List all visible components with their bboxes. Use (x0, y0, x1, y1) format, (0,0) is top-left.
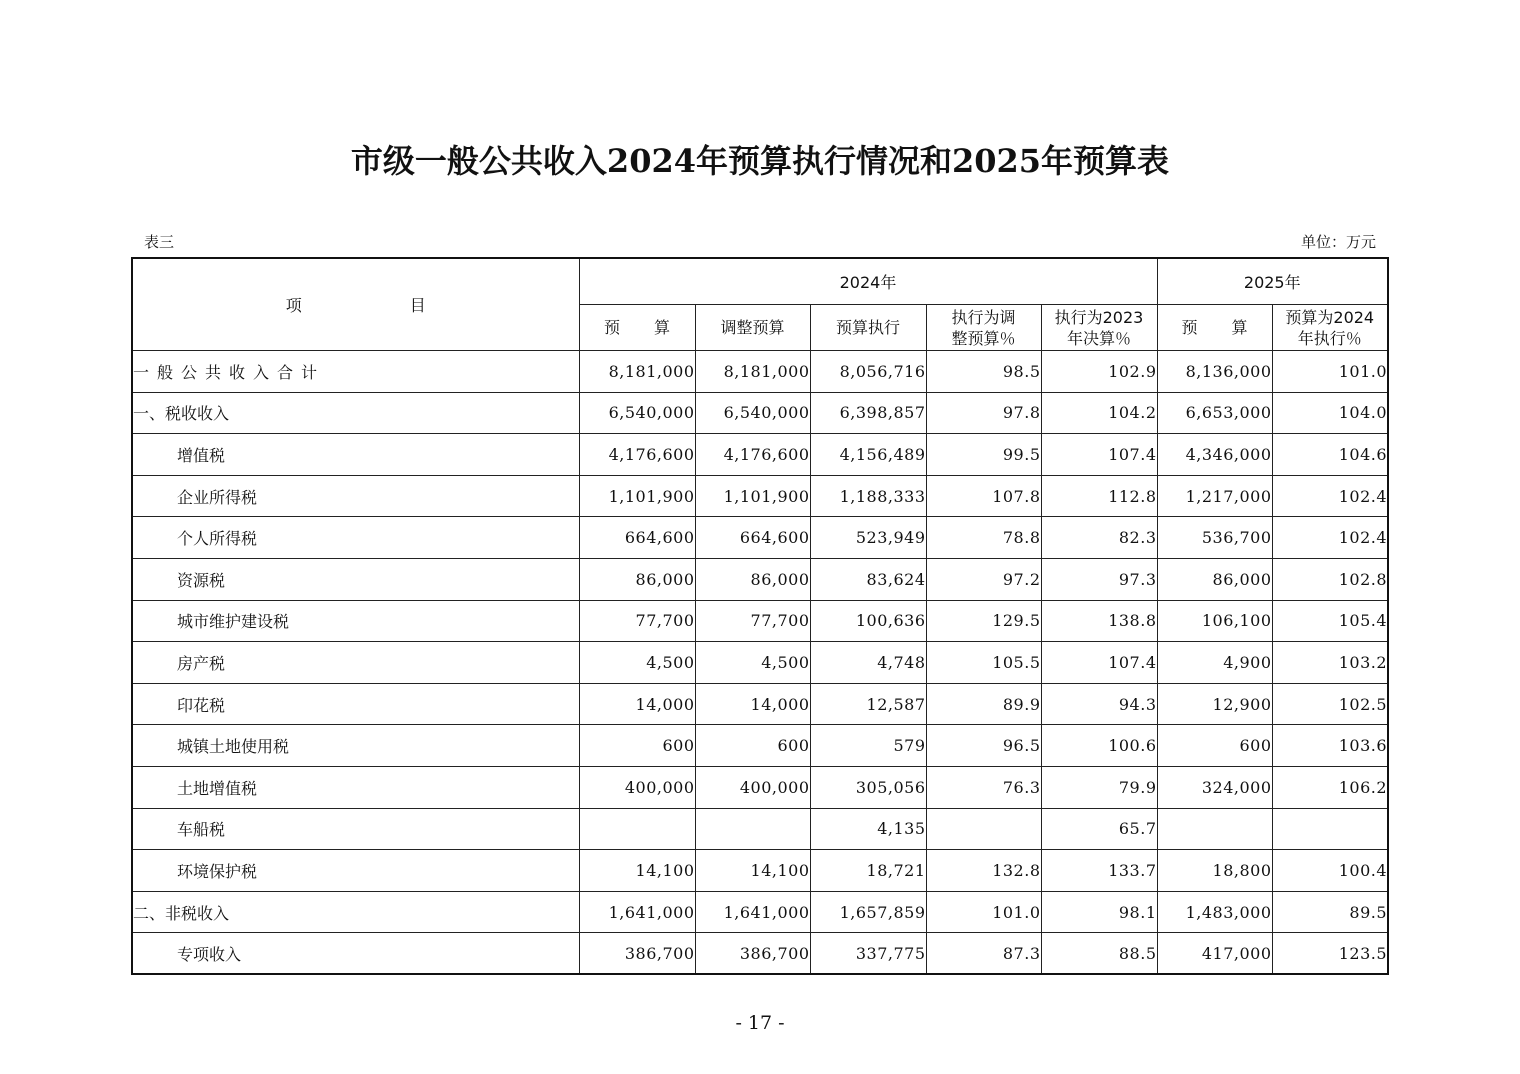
cell-budget-vs-2024-exec-pct: 103.6 (1272, 725, 1388, 767)
cell-execution-2024: 4,135 (810, 808, 926, 850)
cell-exec-vs-2023-pct: 107.4 (1041, 642, 1157, 684)
table-row (132, 933, 1388, 975)
row-label: 资源税 (132, 558, 579, 600)
cell-budget-vs-2024-exec-pct: 89.5 (1272, 891, 1388, 933)
cell-budget-2024: 600 (579, 725, 695, 767)
cell-execution-2024: 337,775 (810, 933, 926, 975)
cell-budget-2025: 4,346,000 (1157, 434, 1272, 476)
column-header-exec-vs-2023-pct (1041, 305, 1157, 351)
cell-execution-2024: 83,624 (810, 558, 926, 600)
cell-budget-2025: 4,900 (1157, 642, 1272, 684)
cell-exec-vs-adjusted-pct: 78.8 (926, 517, 1041, 559)
table-row (132, 766, 1388, 808)
cell-exec-vs-adjusted-pct: 101.0 (926, 891, 1041, 933)
column-header-adjusted-budget-2024 (695, 305, 810, 351)
cell-budget-2024: 86,000 (579, 558, 695, 600)
cell-execution-2024: 523,949 (810, 517, 926, 559)
cell-budget-2025: 600 (1157, 725, 1272, 767)
column-header-line: 调整预算 (720, 318, 785, 337)
cell-exec-vs-2023-pct: 94.3 (1041, 683, 1157, 725)
row-label: 二、非税收入 (132, 891, 579, 933)
cell-exec-vs-adjusted-pct: 132.8 (926, 850, 1041, 892)
cell-budget-2024: 4,500 (579, 642, 695, 684)
table-row (132, 683, 1388, 725)
header-2024: 2024年 (579, 258, 1157, 305)
cell-adjusted-budget-2024: 4,500 (695, 642, 810, 684)
cell-adjusted-budget-2024: 8,181,000 (695, 351, 810, 393)
cell-adjusted-budget-2024: 600 (695, 725, 810, 767)
cell-exec-vs-adjusted-pct: 97.8 (926, 392, 1041, 434)
cell-budget-vs-2024-exec-pct: 102.5 (1272, 683, 1388, 725)
cell-budget-2024: 1,101,900 (579, 475, 695, 517)
cell-adjusted-budget-2024: 400,000 (695, 766, 810, 808)
cell-budget-2024: 386,700 (579, 933, 695, 975)
cell-budget-2025: 6,653,000 (1157, 392, 1272, 434)
cell-execution-2024: 305,056 (810, 766, 926, 808)
header-item-char-1: 项 (285, 296, 302, 315)
cell-budget-2025: 536,700 (1157, 517, 1272, 559)
table-row (132, 392, 1388, 434)
cell-exec-vs-2023-pct: 102.9 (1041, 351, 1157, 393)
column-header-budget-2025 (1157, 305, 1272, 351)
cell-exec-vs-2023-pct: 65.7 (1041, 808, 1157, 850)
column-header-line: 执行为调 (951, 307, 1016, 327)
cell-exec-vs-2023-pct: 100.6 (1041, 725, 1157, 767)
table-row (132, 891, 1388, 933)
header-item-char-2: 目 (409, 296, 426, 315)
cell-execution-2024: 100,636 (810, 600, 926, 642)
table-row (132, 725, 1388, 767)
row-label: 专项收入 (132, 933, 579, 975)
cell-exec-vs-adjusted-pct (926, 808, 1041, 850)
row-label: 一、税收收入 (132, 392, 579, 434)
cell-exec-vs-adjusted-pct: 99.5 (926, 434, 1041, 476)
column-header-part: 算 (1231, 318, 1248, 337)
cell-budget-vs-2024-exec-pct: 103.2 (1272, 642, 1388, 684)
row-label: 增值税 (132, 434, 579, 476)
cell-budget-2024: 14,100 (579, 850, 695, 892)
page-title: 市级一般公共收入2024年预算执行情况和2025年预算表 (350, 142, 1170, 180)
column-header-line: 预算为2024 (1285, 307, 1375, 327)
cell-exec-vs-adjusted-pct: 107.8 (926, 475, 1041, 517)
column-header-line: 年决算％ (1066, 328, 1131, 348)
cell-adjusted-budget-2024: 4,176,600 (695, 434, 810, 476)
unit-label: 单位：万元 (1300, 233, 1376, 251)
column-header-budget-vs-2024-exec-pct (1272, 305, 1388, 351)
cell-exec-vs-adjusted-pct: 105.5 (926, 642, 1041, 684)
cell-execution-2024: 12,587 (810, 683, 926, 725)
cell-execution-2024: 4,748 (810, 642, 926, 684)
cell-budget-2024: 14,000 (579, 683, 695, 725)
row-label: 环境保护税 (132, 850, 579, 892)
budget-table (131, 257, 1389, 975)
row-label: 车船税 (132, 808, 579, 850)
cell-adjusted-budget-2024: 86,000 (695, 558, 810, 600)
cell-budget-2025: 417,000 (1157, 933, 1272, 975)
row-label: 土地增值税 (132, 766, 579, 808)
cell-execution-2024: 1,188,333 (810, 475, 926, 517)
cell-exec-vs-adjusted-pct: 97.2 (926, 558, 1041, 600)
cell-budget-vs-2024-exec-pct: 102.4 (1272, 517, 1388, 559)
table-row (132, 517, 1388, 559)
cell-exec-vs-adjusted-pct: 87.3 (926, 933, 1041, 975)
row-label: 个人所得税 (132, 517, 579, 559)
cell-budget-2024: 664,600 (579, 517, 695, 559)
cell-exec-vs-2023-pct: 97.3 (1041, 558, 1157, 600)
cell-budget-vs-2024-exec-pct (1272, 808, 1388, 850)
cell-execution-2024: 8,056,716 (810, 351, 926, 393)
cell-budget-vs-2024-exec-pct: 102.8 (1272, 558, 1388, 600)
column-header-execution-2024 (810, 305, 926, 351)
cell-exec-vs-2023-pct: 79.9 (1041, 766, 1157, 808)
header-item (132, 258, 579, 351)
cell-budget-2024 (579, 808, 695, 850)
cell-budget-vs-2024-exec-pct: 105.4 (1272, 600, 1388, 642)
row-label: 城镇土地使用税 (132, 725, 579, 767)
cell-budget-vs-2024-exec-pct: 104.6 (1272, 434, 1388, 476)
cell-budget-2025: 8,136,000 (1157, 351, 1272, 393)
cell-adjusted-budget-2024: 14,100 (695, 850, 810, 892)
cell-budget-2024: 8,181,000 (579, 351, 695, 393)
cell-budget-vs-2024-exec-pct: 106.2 (1272, 766, 1388, 808)
cell-exec-vs-2023-pct: 104.2 (1041, 392, 1157, 434)
table-row (132, 850, 1388, 892)
column-header-line: 年执行％ (1297, 328, 1362, 348)
table-row (132, 642, 1388, 684)
cell-budget-vs-2024-exec-pct: 104.0 (1272, 392, 1388, 434)
cell-budget-2025: 12,900 (1157, 683, 1272, 725)
cell-execution-2024: 1,657,859 (810, 891, 926, 933)
cell-exec-vs-2023-pct: 112.8 (1041, 475, 1157, 517)
cell-budget-2025: 86,000 (1157, 558, 1272, 600)
cell-budget-vs-2024-exec-pct: 100.4 (1272, 850, 1388, 892)
cell-exec-vs-2023-pct: 133.7 (1041, 850, 1157, 892)
cell-exec-vs-adjusted-pct: 76.3 (926, 766, 1041, 808)
column-header-part: 预 (1181, 318, 1198, 337)
row-label: 企业所得税 (132, 475, 579, 517)
cell-adjusted-budget-2024: 386,700 (695, 933, 810, 975)
row-label: 一般公共收入合计 (132, 351, 579, 393)
page-number: - 17 - (735, 1012, 785, 1034)
cell-adjusted-budget-2024: 77,700 (695, 600, 810, 642)
cell-budget-2024: 400,000 (579, 766, 695, 808)
cell-budget-vs-2024-exec-pct: 101.0 (1272, 351, 1388, 393)
cell-budget-2025: 1,483,000 (1157, 891, 1272, 933)
cell-budget-2025: 1,217,000 (1157, 475, 1272, 517)
column-header-line: 预算执行 (835, 318, 900, 337)
cell-exec-vs-adjusted-pct: 96.5 (926, 725, 1041, 767)
cell-budget-2024: 1,641,000 (579, 891, 695, 933)
cell-exec-vs-2023-pct: 107.4 (1041, 434, 1157, 476)
cell-adjusted-budget-2024: 1,641,000 (695, 891, 810, 933)
table-row (132, 808, 1388, 850)
cell-budget-vs-2024-exec-pct: 123.5 (1272, 933, 1388, 975)
cell-adjusted-budget-2024 (695, 808, 810, 850)
column-header-budget-2024 (579, 305, 695, 351)
cell-exec-vs-adjusted-pct: 98.5 (926, 351, 1041, 393)
cell-budget-2024: 6,540,000 (579, 392, 695, 434)
table-label: 表三 (144, 233, 175, 251)
cell-exec-vs-2023-pct: 138.8 (1041, 600, 1157, 642)
row-label: 城市维护建设税 (132, 600, 579, 642)
column-header-part: 预 (603, 318, 620, 337)
column-header-line: 执行为2023 (1054, 307, 1144, 327)
cell-budget-2025: 106,100 (1157, 600, 1272, 642)
table-body (132, 351, 1388, 975)
cell-exec-vs-2023-pct: 82.3 (1041, 517, 1157, 559)
cell-budget-2025 (1157, 808, 1272, 850)
cell-adjusted-budget-2024: 6,540,000 (695, 392, 810, 434)
header-2025: 2025年 (1157, 258, 1388, 305)
row-label: 房产税 (132, 642, 579, 684)
table-row (132, 475, 1388, 517)
cell-budget-2025: 18,800 (1157, 850, 1272, 892)
row-label: 印花税 (132, 683, 579, 725)
cell-execution-2024: 579 (810, 725, 926, 767)
cell-exec-vs-adjusted-pct: 89.9 (926, 683, 1041, 725)
cell-exec-vs-2023-pct: 88.5 (1041, 933, 1157, 975)
cell-adjusted-budget-2024: 664,600 (695, 517, 810, 559)
column-header-part: 算 (654, 318, 671, 337)
cell-execution-2024: 6,398,857 (810, 392, 926, 434)
cell-execution-2024: 4,156,489 (810, 434, 926, 476)
table-row (132, 600, 1388, 642)
cell-budget-2025: 324,000 (1157, 766, 1272, 808)
cell-adjusted-budget-2024: 1,101,900 (695, 475, 810, 517)
cell-exec-vs-2023-pct: 98.1 (1041, 891, 1157, 933)
cell-exec-vs-adjusted-pct: 129.5 (926, 600, 1041, 642)
cell-execution-2024: 18,721 (810, 850, 926, 892)
cell-adjusted-budget-2024: 14,000 (695, 683, 810, 725)
header-row-years (132, 258, 1388, 305)
table-row (132, 434, 1388, 476)
table-row (132, 351, 1388, 393)
cell-budget-2024: 4,176,600 (579, 434, 695, 476)
cell-budget-2024: 77,700 (579, 600, 695, 642)
table-row (132, 558, 1388, 600)
column-header-line: 整预算％ (951, 328, 1016, 348)
column-header-exec-vs-adjusted-pct (926, 305, 1041, 351)
cell-budget-vs-2024-exec-pct: 102.4 (1272, 475, 1388, 517)
